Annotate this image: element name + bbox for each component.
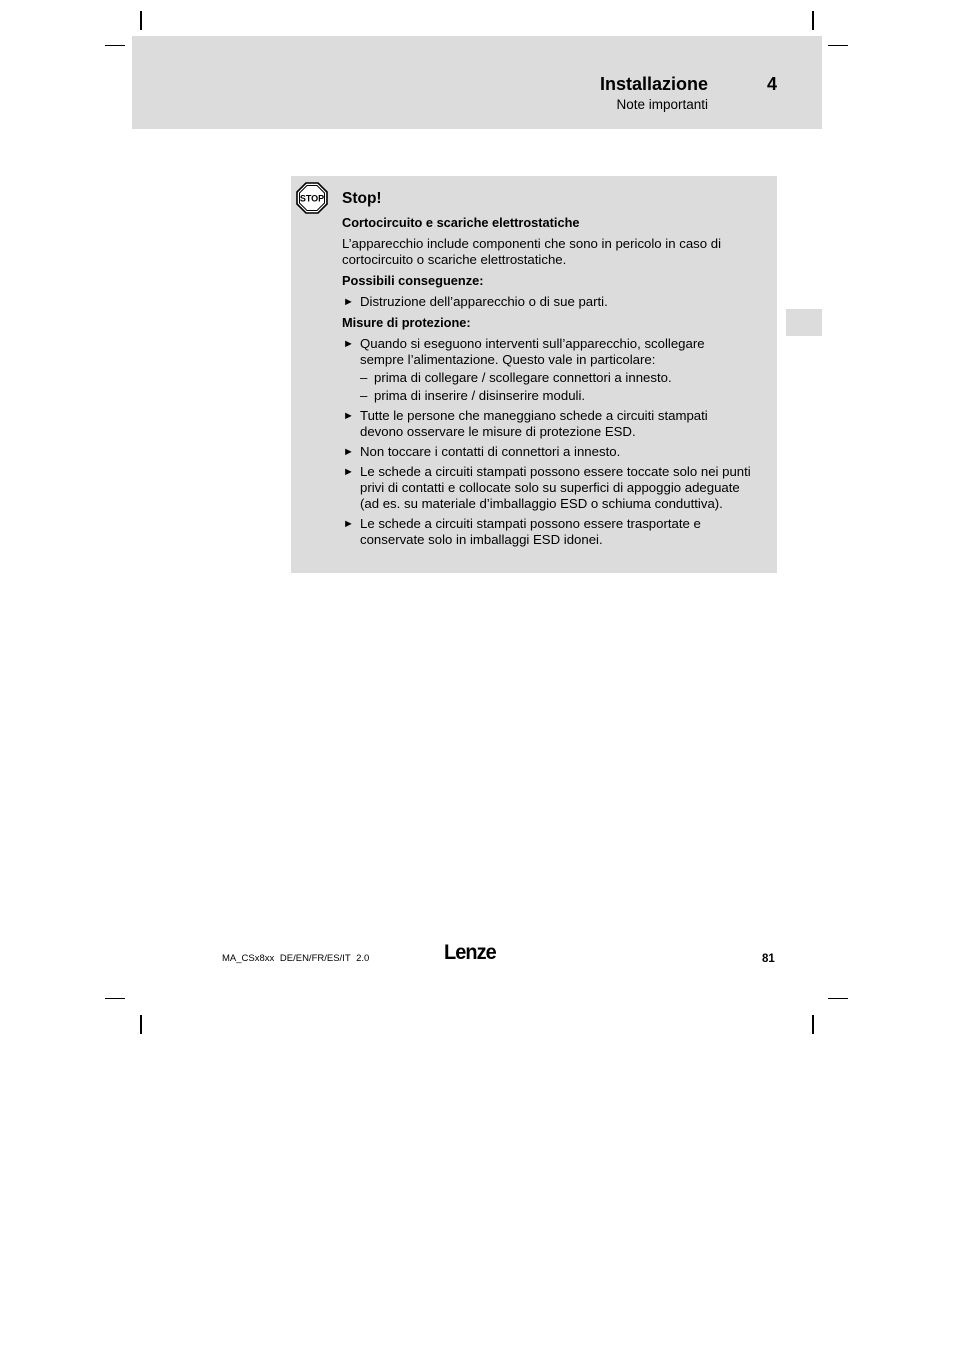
chapter-subtitle: Note importanti — [616, 97, 708, 112]
bullet-arrow-icon: ► — [343, 466, 354, 478]
consequences-label: Possibili conseguenze: — [342, 273, 484, 288]
bullet-arrow-icon: ► — [343, 410, 354, 422]
list-item-text: Tutte le persone che maneggiano schede a circuiti stampati devono osservare le misure di protezione ESD. — [360, 408, 708, 439]
crop-mark — [828, 45, 848, 46]
crop-mark — [812, 1015, 814, 1034]
sub-list-item — [360, 388, 752, 404]
stop-warning-box — [291, 176, 777, 573]
bullet-arrow-icon: ► — [343, 446, 354, 458]
crop-mark — [812, 11, 814, 30]
list-item — [342, 294, 752, 310]
crop-mark — [140, 1015, 142, 1034]
dash-marker: – — [360, 388, 368, 403]
sub-list-item-text: prima di collegare / scollegare connettori a innesto. — [374, 370, 672, 385]
list-item — [342, 464, 752, 512]
lenze-logo: Lenze — [444, 941, 496, 964]
chapter-header — [132, 36, 822, 129]
list-item-text: Le schede a circuiti stampati possono essere trasportate e conservate solo in imballaggi ESD idonei. — [360, 516, 701, 547]
bullet-arrow-icon: ► — [343, 296, 354, 308]
stop-sign-icon — [296, 182, 328, 214]
bullet-arrow-icon: ► — [343, 338, 354, 350]
sub-list — [360, 370, 752, 404]
crop-mark — [828, 998, 848, 999]
list-item-text: Quando si eseguono interventi sull’apparecchio, scollegare sempre l’alimentazione. Questo vale in particolare: — [360, 336, 705, 367]
footer-document-id: MA_CSx8xx DE/EN/FR/ES/IT 2.0 — [222, 953, 370, 964]
stop-heading: Stop! — [342, 190, 382, 207]
page-number: 81 — [762, 953, 775, 965]
list-item — [342, 336, 752, 404]
stop-description: L’apparecchio include componenti che sono in pericolo in caso di cortocircuito o scariche elettrostatiche. — [342, 236, 722, 267]
list-item — [342, 516, 752, 548]
list-item-text: Non toccare i contatti di connettori a innesto. — [360, 444, 621, 459]
stop-subheading: Cortocircuito e scariche elettrostatiche — [342, 215, 580, 230]
stop-content — [342, 190, 752, 553]
side-tab-marker — [786, 309, 822, 336]
list-item-text: Distruzione dell’apparecchio o di sue parti. — [360, 294, 608, 309]
measures-list — [342, 336, 752, 548]
chapter-number: 4 — [767, 74, 778, 94]
sub-list-item — [360, 370, 752, 386]
bullet-arrow-icon: ► — [343, 518, 354, 530]
stop-icon-label: STOP — [299, 193, 325, 204]
crop-mark — [105, 998, 125, 999]
list-item — [342, 408, 752, 440]
dash-marker: – — [360, 370, 368, 385]
chapter-title: Installazione — [599, 74, 708, 94]
sub-list-item-text: prima di inserire / disinserire moduli. — [374, 388, 586, 403]
list-item-text: Le schede a circuiti stampati possono essere toccate solo nei punti privi di contatti e collocate solo su superfici di appoggio adeguate (ad es. su materiale d’imballaggio ESD o schiuma conduttiva). — [360, 464, 751, 511]
consequences-list — [342, 294, 752, 310]
crop-mark — [105, 45, 125, 46]
crop-mark — [140, 11, 142, 30]
list-item — [342, 444, 752, 460]
measures-label: Misure di protezione: — [342, 315, 471, 330]
